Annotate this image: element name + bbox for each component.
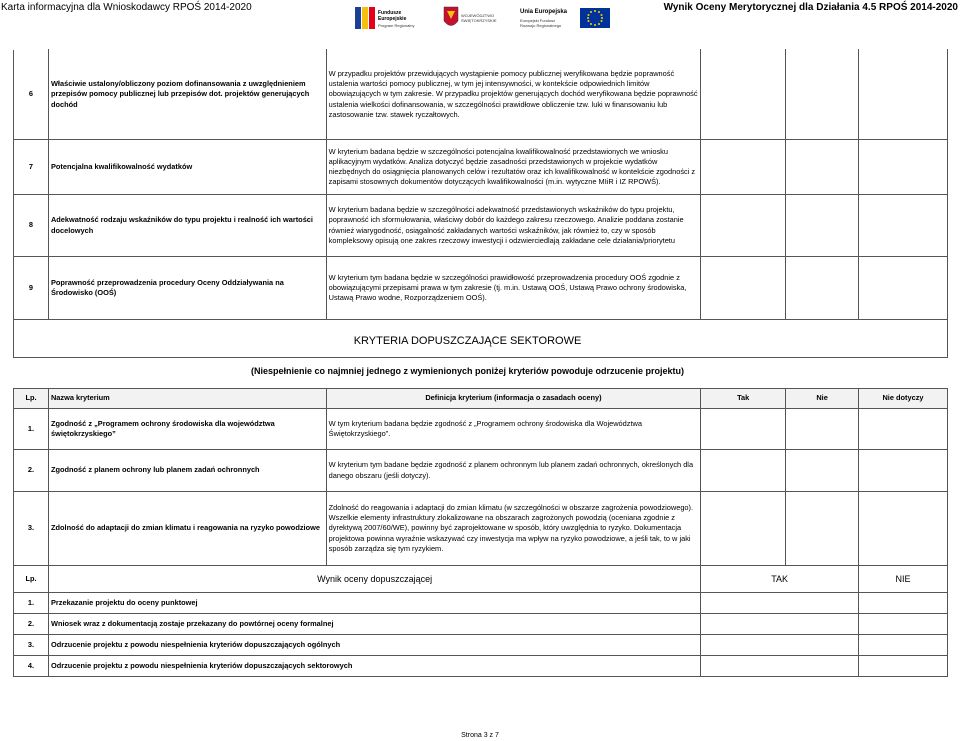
ue-title: Unia Europejska xyxy=(520,9,568,15)
nie-cell xyxy=(786,409,859,450)
eu-flag-icon xyxy=(580,5,610,31)
row-number: 8 xyxy=(14,195,49,257)
header-definition: Definicja kryterium (informacja o zasadach oceny) xyxy=(326,389,701,409)
section-title: KRYTERIA DOPUSZCZAJĄCE SEKTOROWE xyxy=(353,335,582,347)
ue-sub1: Europejski Fundusz xyxy=(520,18,556,23)
tak-cell xyxy=(701,635,859,656)
criteria-table xyxy=(13,49,948,320)
nie-dotyczy-cell xyxy=(859,492,948,566)
table-header-row xyxy=(14,389,948,409)
header-nie: Nie xyxy=(786,389,859,409)
nie-dotyczy-cell xyxy=(859,50,948,140)
table-row xyxy=(14,635,948,656)
nie-dotyczy-cell xyxy=(859,450,948,492)
table-row xyxy=(14,50,948,140)
tak-cell xyxy=(701,492,786,566)
tak-cell xyxy=(701,50,786,140)
nie-cell xyxy=(786,492,859,566)
header-name: Nazwa kryterium xyxy=(48,389,326,409)
nie-cell xyxy=(786,50,859,140)
table-row xyxy=(14,195,948,257)
header-nie-dotyczy: Nie dotyczy xyxy=(859,389,948,409)
tak-cell xyxy=(701,257,786,320)
row-number: 2. xyxy=(14,614,49,635)
row-number: 1. xyxy=(14,409,49,450)
criterion-description: W kryterium badana będzie w szczególności potencjalna kwalifikowalność przedstawionych we wniosku aplikacyjnym wydatków. Analiza dotyczyć będzie zasadności przedstawionych w projekcie wydatków niezbędnych do osiągnięcia planowanych celów i rezultatów oraz ich kwalifikowalność w kontekście zgodności z zapisami stosownych dokumentów dotyczących kwalifikowalności (m.in. wytyczne MIiR i IZ RPOWŚ). xyxy=(326,140,701,195)
section-subtitle: (Niespełnienie co najmniej jednego z wymienionych poniżej kryteriów powoduje odrzucenie projektu) xyxy=(250,366,685,376)
criterion-description: Zdolność do reagowania i adaptacji do zmian klimatu (w szczególności w obszarze zagrożenia powodziowego). Wszelkie elementy infrastruktury zlokalizowane na obszarach zagrożonych powodzią (oceniana zgodnie z dyrektywą 2007/60/WE), powinny być zaprojektowane w sposób, który uwzględnia to ryzyko. Dokumentacja projektowa powinna wyraźnie wskazywać czy inwestycja ma wpływ na ryzyko powodziowe, a jeśli tak, to w jaki sposób zarządza się tym ryzykiem. xyxy=(326,492,701,566)
row-number: 3. xyxy=(14,492,49,566)
table-row xyxy=(14,593,948,614)
table-row xyxy=(14,409,948,450)
criterion-name: Zgodność z „Programem ochrony środowiska dla województwa świętokrzyskiego” xyxy=(48,409,326,450)
fe-sub: Program Regionalny xyxy=(378,23,415,28)
nie-cell xyxy=(786,140,859,195)
result-label: Odrzucenie projektu z powodu niespełnienia kryteriów dopuszczających sektorowych xyxy=(48,656,700,677)
header-nie: NIE xyxy=(859,566,948,593)
nie-cell xyxy=(786,257,859,320)
row-number: 6 xyxy=(14,50,49,140)
row-number: 3. xyxy=(14,635,49,656)
ue-sub2: Rozwoju Regionalnego xyxy=(520,23,562,28)
tak-cell xyxy=(701,614,859,635)
table-row xyxy=(14,614,948,635)
nie-dotyczy-cell xyxy=(859,409,948,450)
criterion-description: W przypadku projektów przewidujących wystąpienie pomocy publicznej weryfikowana będzie poprawność ustalenia wartości pomocy publicznej, w tym jej intensywności, w kontekście odpowiednich limitów obowiązujących w tym zakresie. W przypadku projektów generujących dochód weryfikowana będzie poprawność ustalenia wielkości dofinansowania, w szczególności prawidłowe obliczenie tzw. luki w finansowaniu lub zastosowanie tzw. stawek ryczałtowych. xyxy=(326,50,701,140)
tak-cell xyxy=(701,195,786,257)
criterion-description: W kryterium badana będzie w szczególności adekwatność przedstawionych wskaźników do typu projektu, poprawność ich sformułowania, właściwy dobór do każdego zakresu rzeczowego. Analizie poddana zostanie również wiarygodność, osiągalność zakładanych wartości wskaźników, jak również to, czy w sposób kompleksowy opisują one zakres rzeczowy inwestycji i odzwierciedlają zakładane cele działania/priorytetu xyxy=(326,195,701,257)
nie-cell xyxy=(859,593,948,614)
tak-cell xyxy=(701,409,786,450)
table-row xyxy=(14,450,948,492)
table-row xyxy=(14,656,948,677)
page-footer: Strona 3 z 7 xyxy=(461,732,499,739)
header-lp: Lp. xyxy=(14,566,49,593)
table-row xyxy=(14,492,948,566)
criterion-name: Adekwatność rodzaju wskaźników do typu projektu i realność ich wartości docelowych xyxy=(48,195,326,257)
header-tak: TAK xyxy=(701,566,859,593)
row-number: 2. xyxy=(14,450,49,492)
page-header xyxy=(0,0,960,34)
header-lp: Lp. xyxy=(14,389,49,409)
row-number: 1. xyxy=(14,593,49,614)
sector-criteria-table xyxy=(13,388,948,566)
criterion-description: W kryterium tym badana będzie w szczególności prawidłowość przeprowadzenia procedury OOŚ zgodnie z obowiązującymi przepisami prawa w tym zakresie (tj. m.in. Ustawą OOŚ, Ustawą Prawo ochrony środowiska, Ustawą Prawo wodne, Rozporządzeniem OOŚ). xyxy=(326,257,701,320)
logos-strip xyxy=(355,5,610,31)
nie-cell xyxy=(859,614,948,635)
tak-cell xyxy=(701,656,859,677)
table-row xyxy=(14,257,948,320)
nie-cell xyxy=(859,635,948,656)
nie-dotyczy-cell xyxy=(859,140,948,195)
row-number: 4. xyxy=(14,656,49,677)
nie-cell xyxy=(786,195,859,257)
region-crest-icon xyxy=(443,5,459,31)
criterion-name: Właściwie ustalony/obliczony poziom dofinansowania z uwzględnieniem przepisów pomocy publicznej lub przepisów dot. projektów generujących dochód xyxy=(48,50,326,140)
nie-cell xyxy=(859,656,948,677)
nie-dotyczy-cell xyxy=(859,257,948,320)
header-left-title: Karta informacyjna dla Wnioskodawcy RPOŚ 2014-2020 xyxy=(1,2,252,13)
criterion-name: Zdolność do adaptacji do zmian klimatu i reagowania na ryzyko powodziowe xyxy=(48,492,326,566)
criterion-name: Poprawność przeprowadzenia procedury Oceny Oddziaływania na Środowisko (OOŚ) xyxy=(48,257,326,320)
tak-cell xyxy=(701,593,859,614)
criterion-name: Zgodność z planem ochrony lub planem zadań ochronnych xyxy=(48,450,326,492)
result-label: Przekazanie projektu do oceny punktowej xyxy=(48,593,700,614)
result-label: Wniosek wraz z dokumentacją zostaje przekazany do powtórnej oceny formalnej xyxy=(48,614,700,635)
row-number: 9 xyxy=(14,257,49,320)
row-number: 7 xyxy=(14,140,49,195)
header-right-title: Wynik Oceny Merytorycznej dla Działania 4.5 RPOŚ 2014-2020 xyxy=(663,2,958,13)
result-label: Odrzucenie projektu z powodu niespełnienia kryteriów dopuszczających ogólnych xyxy=(48,635,700,656)
header-result-label: Wynik oceny dopuszczającej xyxy=(48,566,700,593)
criterion-description: W tym kryterium badana będzie zgodność z „Programem ochrony środowiska dla Województwa Świętokrzyskiego”. xyxy=(326,409,701,450)
table-row xyxy=(14,140,948,195)
fe-title: Fundusze Europejskie xyxy=(378,10,407,22)
nie-dotyczy-cell xyxy=(859,195,948,257)
region-label: WOJEWÓDZTWO ŚWIĘTOKRZYSKIE xyxy=(461,13,497,23)
nie-cell xyxy=(786,450,859,492)
header-tak: Tak xyxy=(701,389,786,409)
criterion-name: Potencjalna kwalifikowalność wydatków xyxy=(48,140,326,195)
criterion-description: W kryterium tym badane będzie zgodność z planem ochronnym lub planem zadań ochronnych, określonych dla danego obszaru (jeśli dotyczy). xyxy=(326,450,701,492)
result-table xyxy=(13,565,948,677)
table-header-row xyxy=(14,566,948,593)
tak-cell xyxy=(701,450,786,492)
tak-cell xyxy=(701,140,786,195)
